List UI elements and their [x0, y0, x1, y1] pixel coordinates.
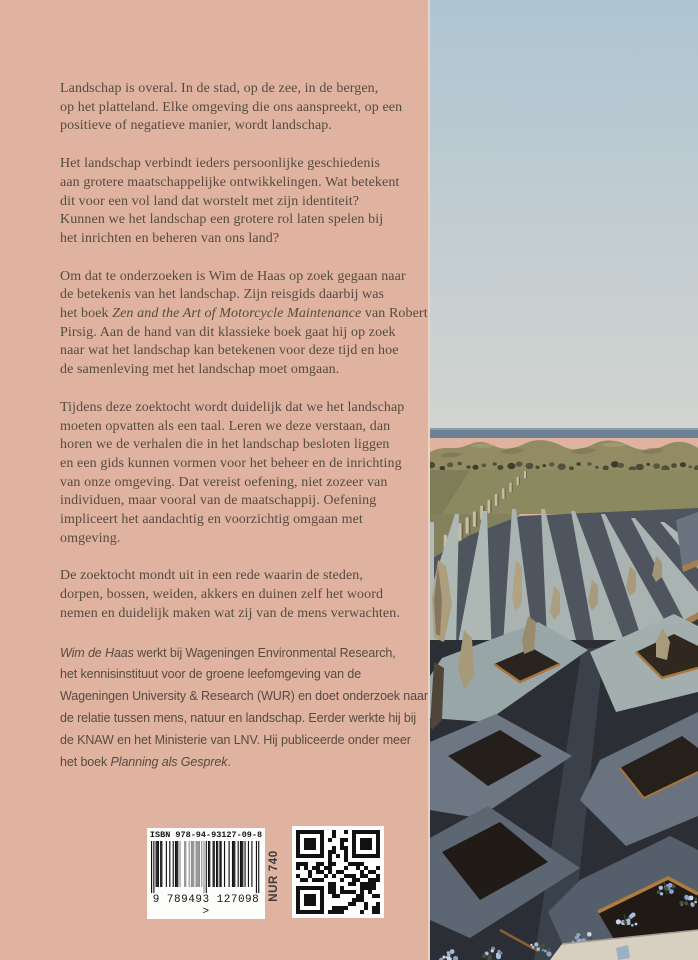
- text-segment: het inrichten en beheren van ons land?: [60, 230, 280, 246]
- text-segment: werkt bij Wageningen Environmental Research,: [133, 645, 396, 660]
- nur-label: NUR 740: [268, 850, 280, 902]
- text-segment: nemen en duidelijk maken wat zij van de mens verwachten.: [60, 605, 400, 621]
- sky: [430, 0, 698, 432]
- text-segment: de KNAW en het Ministerie van LNV. Hij publiceerde onder meer: [60, 732, 411, 747]
- text-segment: Wageningen University & Research (WUR) en doet onderzoek naar: [60, 689, 428, 704]
- text-segment: het boek: [60, 306, 113, 322]
- text-segment: individuen, maar vooral van de maatschappij. Oefening: [60, 493, 377, 509]
- cover-paragraphs: [60, 80, 428, 624]
- text-segment: De zoektocht mondt uit in een rede waarin de steden,: [60, 568, 363, 584]
- text-segment: omgeving.: [60, 530, 121, 546]
- sea-strip: [430, 428, 698, 438]
- text-segment: naar wat het landschap kan betekenen voor deze tijd en hoe: [60, 343, 399, 359]
- text-segment: .: [227, 754, 231, 769]
- cover-artwork-maze-landscape: [428, 0, 698, 960]
- maze-landscape-painting: [430, 0, 698, 960]
- qr-code-modules: [292, 826, 384, 918]
- text-segment: dorpen, bossen, weiden, akkers en duinen zelf het woord: [60, 587, 384, 603]
- text-segment: Pirsig. Aan de hand van dit klassieke boek gaat hij op zoek: [60, 324, 396, 340]
- text-segment: Tijdens deze zoektocht wordt duidelijk dat we het landschap: [60, 399, 405, 415]
- text-segment: het kennisinstituut voor de groene leefomgeving van de: [60, 667, 362, 682]
- text-segment: Om dat te onderzoeken is Wim de Haas op zoek gegaan naar: [60, 268, 406, 284]
- isbn-barcode: [147, 828, 265, 919]
- text-segment: van onze omgeving. Dat vereist oefening, niet zozeer van: [60, 474, 388, 490]
- text-segment: op het platteland. Elke omgeving die ons aanspreekt, op een: [60, 99, 403, 115]
- text-segment: impliceert het aandachtig en voorzichtig omgaan met: [60, 512, 363, 528]
- text-segment: de relatie tussen mens, natuur en landschap. Eerder werkte hij bij: [60, 710, 417, 725]
- paragraph: [60, 80, 428, 136]
- text-segment: van Robert: [361, 306, 428, 322]
- text-segment: Landschap is overal. In de stad, op de zee, in de bergen,: [60, 81, 379, 96]
- text-segment: Zen and the Art of Motorcycle Maintenance: [112, 306, 362, 322]
- text-segment: aan grotere maatschappelijke ontwikkelingen. Wat betekent: [60, 174, 400, 190]
- text-segment: de samenleving met het landschap moet omgaan.: [60, 362, 340, 378]
- text-segment: Wim de Haas: [60, 645, 134, 660]
- isbn-label: ISBN 978-94-93127-09-8: [149, 830, 263, 840]
- cover-text: [60, 80, 428, 792]
- author-bio: [60, 643, 428, 774]
- paragraph: [60, 567, 428, 623]
- text-segment: Kunnen we het landschap een grotere rol laten spelen bij: [60, 212, 384, 228]
- paragraph: [60, 155, 428, 249]
- text-segment: positieve of negatieve manier, wordt landschap.: [60, 118, 332, 134]
- isbn-digits: 9 789493 127098 >: [152, 894, 260, 918]
- text-segment: het boek: [60, 754, 111, 769]
- text-segment: de betekenis van het landschap. Zijn reisgids daarbij was: [60, 287, 385, 303]
- text-segment: en een gids kunnen vormen voor het beheer en de inrichting: [60, 455, 402, 471]
- text-segment: horen we de verhalen die in het landschap besloten liggen: [60, 437, 390, 453]
- text-segment: Het landschap verbindt ieders persoonlijke geschiedenis: [60, 156, 381, 172]
- text-segment: dit voor een vol land dat worstelt met zijn identiteit?: [60, 193, 360, 209]
- text-segment: Planning als Gesprek: [110, 754, 228, 769]
- paragraph: [60, 399, 428, 549]
- text-segment: moeten opvatten als een taal. Leren we deze verstaan, dan: [60, 418, 391, 434]
- qr-code-icon: [292, 826, 384, 918]
- paragraph: [60, 268, 428, 380]
